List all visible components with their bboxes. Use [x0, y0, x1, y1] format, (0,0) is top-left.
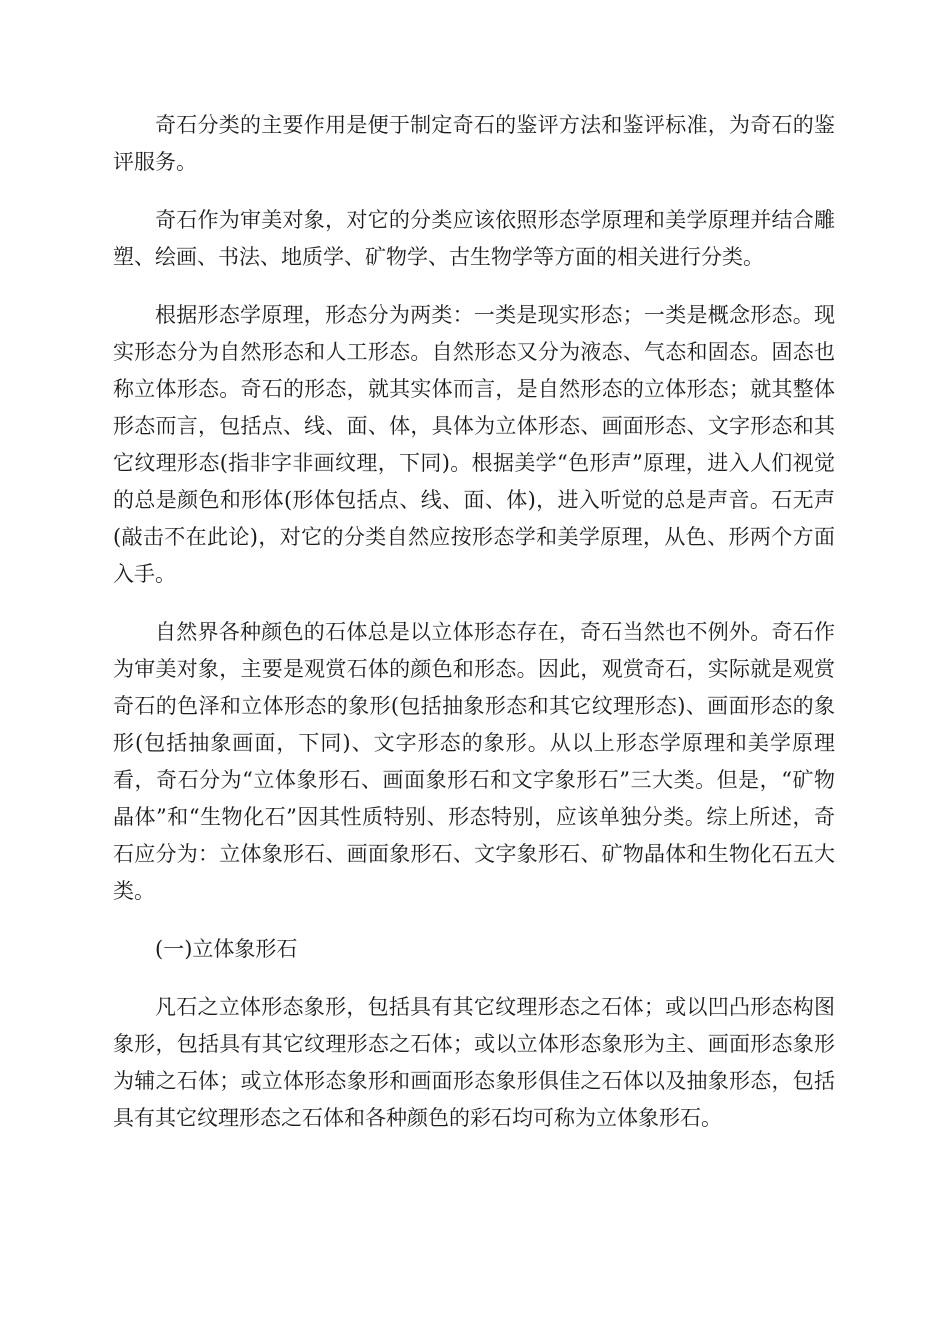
document-body	[113, 107, 835, 1158]
paragraph-aesthetic-object: 奇石作为审美对象，对它的分类应该依照形态学原理和美学原理并结合雕塑、绘画、书法、地质学、矿物学、古生物学等方面的相关进行分类。	[113, 208, 835, 269]
paragraph-five-categories: 自然界各种颜色的石体总是以立体形态存在，奇石当然也不例外。奇石作为审美对象，主要是观赏石体的颜色和形态。因此，观赏奇石，实际就是观赏奇石的色泽和立体形态的象形(包括抽象形态和其它纹理形态)、画面形态的象形(包括抽象画面，下同)、文字形态的象形。从以上形态学原理和美学原理看，奇石分为“立体象形石、画面象形石和文字象形石”三大类。但是，“矿物晶体”和“生物化石”因其性质特别、形态特别，应该单独分类。综上所述，奇石应分为：立体象形石、画面象形石、文字象形石、矿物晶体和生物化石五大类。	[113, 620, 835, 903]
paragraph-stereoscopic-stone: 凡石之立体形态象形，包括具有其它纹理形态之石体；或以凹凸形态构图象形，包括具有其它纹理形态之石体；或以立体形态象形为主、画面形态象形为辅之石体；或立体形态象形和画面形态象形俱佳之石体以及抽象形态，包括具有其它纹理形态之石体和各种颜色的彩石均可称为立体象形石。	[113, 995, 835, 1130]
section-heading: (一)立体象形石	[155, 937, 298, 961]
paragraph-morphology-principle: 根据形态学原理，形态分为两类：一类是现实形态；一类是概念形态。现实形态分为自然形态和人工形态。自然形态又分为液态、气态和固态。固态也称立体形态。奇石的形态，就其实体而言，是自然形态的立体形态；就其整体形态而言，包括点、线、面、体，具体为立体形态、画面形态、文字形态和其它纹理形态(指非字非画纹理，下同)。根据美学“色形声”原理，进入人们视觉的总是颜色和形体(形体包括点、线、面、体)，进入听觉的总是声音。石无声(敲击不在此论)，对它的分类自然应按形态学和美学原理，从色、形两个方面入手。	[113, 303, 835, 586]
paragraph-classification-purpose: 奇石分类的主要作用是便于制定奇石的鉴评方法和鉴评标准，为奇石的鉴评服务。	[113, 113, 835, 174]
